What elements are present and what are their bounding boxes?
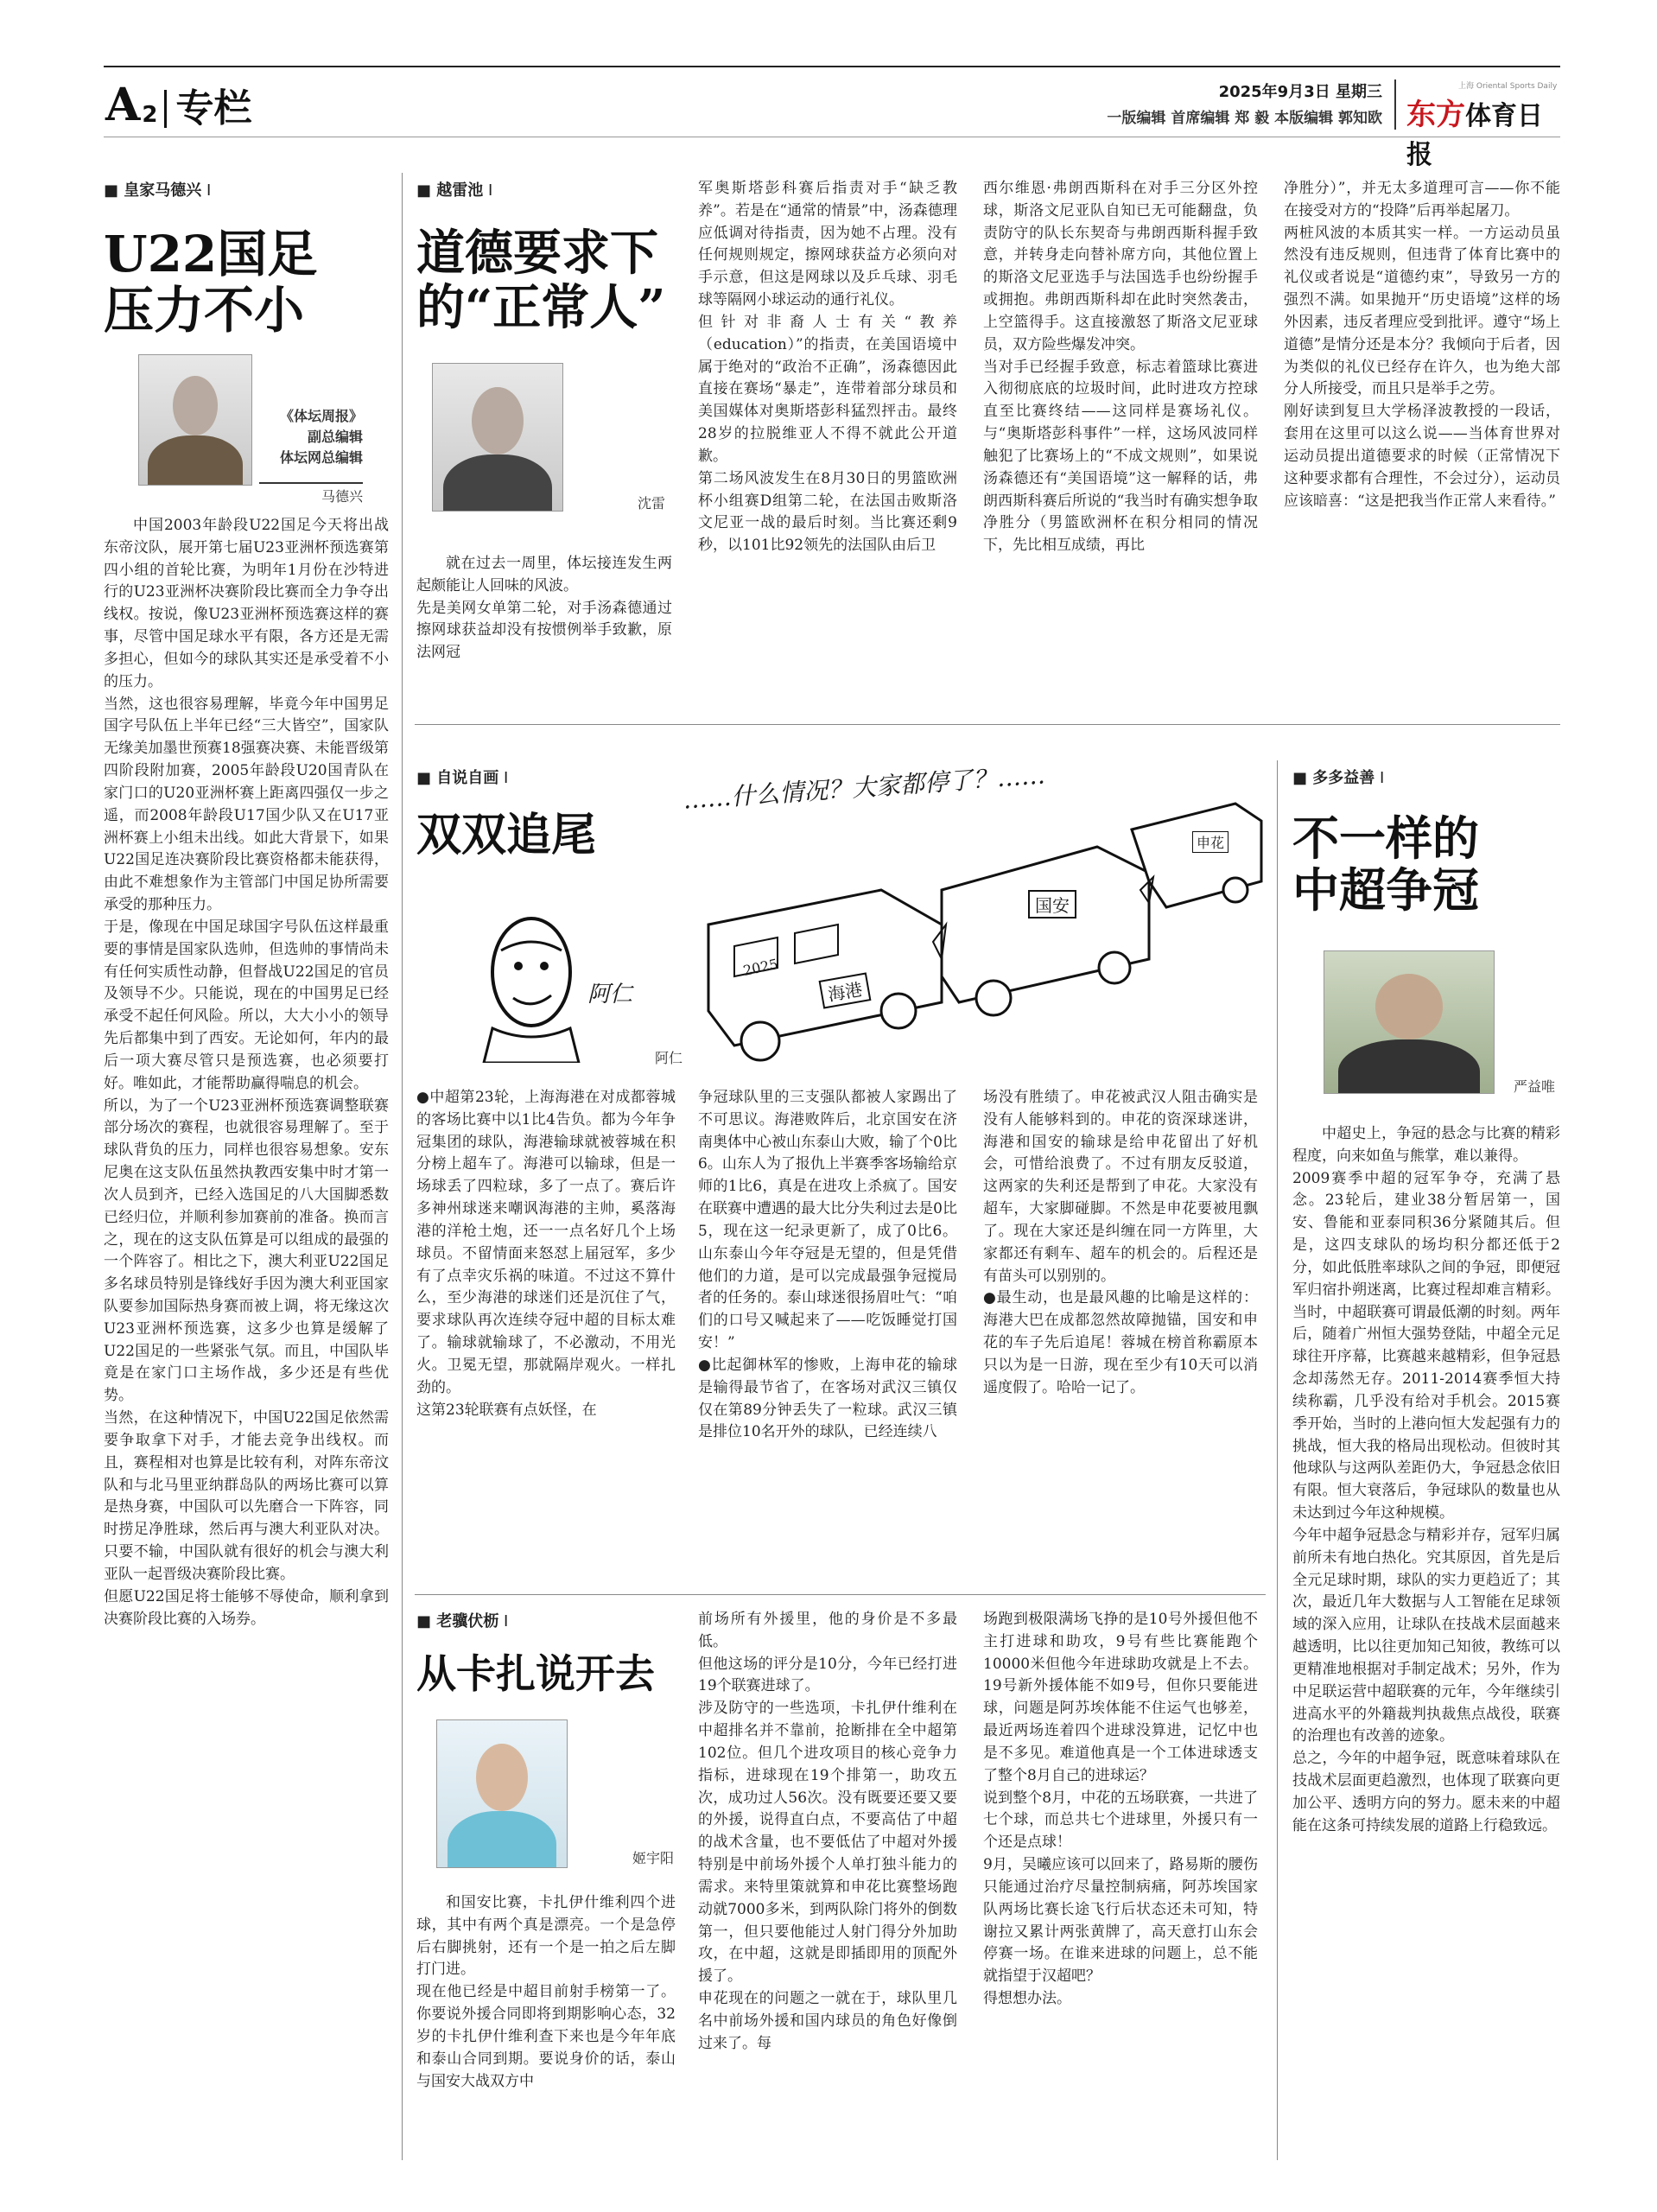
article-body-col2: 争冠球队里的三支强队都被人家踢出了不可思议。海港败阵后，北京国安在济南奥体中心被山东泰山大败，输了个0比6。山东人为了报仇上半赛季客场输给京师的1比6，真是在进攻上杀疯了。国安在联赛中遭遇的最大比分失利过去是0比5，现在这一纪录更新了，成了0比6。山东泰山今年夺冠是无望的，但是凭借他们的力道，是可以完成最强争冠搅局者的任务的。泰山球迷很扬眉吐气：“咱们的口号又喊起来了——吃饭睡觉打国安！” ●比起御林军的惨败，上海申花的输球是输得最节省了，在客场对武汉三镇仅仅在第89分钟丢失了一粒球。武汉三镇是排位10名开外的球队，已经连续八 bbox=[698, 1089, 957, 1441]
author-name: 姬宇阳 bbox=[632, 1850, 674, 1866]
author-photo bbox=[138, 354, 252, 486]
divider bbox=[402, 173, 403, 2160]
article-body-col1: 就在过去一周里，体坛接连发生两起颇能让人回味的风波。 先是美网女单第二轮，对手汤森德通过擦网球获益却没有按惯例举手致歉，原法网冠 bbox=[416, 555, 672, 662]
article-body-col3: 场没有胜绩了。申花被武汉人阻击确实是没有人能够料到的。申花的资深球迷讲，海港和国安的输球是给申花留出了好机会，可惜给浪费了。不过有朋友反驳道，这两家的失利还是帮到了申花。大家没有超车，大家脚碰脚。不然是申花要被甩飘了。现在大家还是纠缠在同一方阵里，大家都还有剩车、超车的机会的。后程还是有苗头可以别别的。 ●最生动，也是最风趣的比喻是这样的：海港大巴在成都忽然故障抛锚，国安和申花的车子先后追尾！蓉城在榜首称霸原本只以为是一日游，现在至少有10天可以消遥度假了。哈哈一记了。 bbox=[983, 1089, 1258, 1396]
author-photo bbox=[1324, 950, 1495, 1094]
divider bbox=[1277, 760, 1278, 2160]
page-letter: A bbox=[105, 79, 141, 131]
cartoon-speech-bubble: ……什么情况？大家都停了？…… bbox=[682, 760, 1046, 815]
page-number-badge bbox=[105, 79, 252, 131]
cartoon-caricature bbox=[458, 899, 657, 1063]
section-tag: ■ 越雷池 I bbox=[416, 178, 492, 200]
bus-label-guoan: 国安 bbox=[1028, 890, 1076, 918]
author-photo bbox=[436, 1719, 568, 1868]
article-body-col2: 前场所有外援里，他的身价是不多最低。 但他这场的评分是10分，今年已经打进19个联赛进球了。 涉及防守的一些选项，卡扎伊什维利在中超排名并不靠前，抢断排在全中超第102位。但几个进攻项目的核心竞争力指标，进球现在19个排第一，助攻五次，成功过人56次。没有既要还要又要的外援，说得直白点，不要高估了中超的战术含量，也不要低估了中超对外援特别是中前场外援个人单打独斗能力的需求。来特里策就算和申花比赛整场跑动就7000多米，到两队除门将外的倒数第一，但只要他能过人射门得分外加助攻，在中超，这就是即插即用的顶配外援了。 申花现在的问题之一就在于，球队里几名中前场外援和国内球员的角色好像倒过来了。每 bbox=[698, 1611, 957, 2052]
bus-label-shenhua: 申花 bbox=[1192, 831, 1228, 853]
section-tag: ■ 自说自画 I bbox=[416, 766, 508, 788]
article-body: 中国2003年龄段U22国足今天将出战东帝汶队，展开第七届U23亚洲杯预选赛第四小组的首轮比赛，为明年1月份在沙特进行的U23亚洲杯决赛阶段比赛而全力争夺出线权。按说，像U23亚洲杯预选赛这样的赛事，尽管中国足球水平有限，各方还是无需多担心，但如今的球队其实还是承受着不小的压力。 当然，这也很容易理解，毕竟今年中国男足国字号队伍上半年已经“三大皆空”，国家队无缘美加墨世预赛18强赛决赛、未能晋级第四阶段附加赛，2005年龄段U20国青队在家门口的U20亚洲杯赛上距离四强仅一步之遥，而2008年龄段U17国少队又在U17亚洲杯赛上小组未出线。如此大背景下，如果U22国足连决赛阶段比赛资格都未能获得，由此不难想象作为主管部门中国足协所需要承受的那种压力。 于是，像现在中国足球国字号队伍这样最重要的事情是国家队选帅，但选帅的事情尚未有任何实质性动静，但督战U22国足的官员及领导不少。只能说，现在的中国男足已经承受不起任何风险。所以，大大小小的领导先后都集中到了西安。无论如何，年内的最后一项大赛尽管只是预选赛，也必须要打好。唯如此，才能帮助赢得喘息的机会。 所以，为了一个U23亚洲杯预选赛调整联赛部分场次的赛程，也就很容易理解了。至于球队背负的压力，同样也很容易想象。安东尼奥在这支队伍虽然执教西安集中时才第一次人员到齐，已经入选国足的八大国脚悉数已经归位，并顺利参加赛前的准备。换而言之，现在的这支队伍算是可以组成的最强的一个阵容了。相比之下，澳大利亚U22国足多名球员特别是锋线好手因为澳大利亚国家队要参加国际热身赛而被上调，将无缘这次U23亚洲杯预选赛，这多少也算是缓解了U22国足的一些紧张气氛。而且，中国队毕竟是在家门口主场作战，多少还是有些优势。 当然，在这种情况下，中国U22国足依然需要争取拿下对手，才能去竞争出线权。而且，赛程相对也算是比较有利，对阵东帝汶队和与北马里亚纳群岛队的两场比赛可以算是热身赛，中国队可以先磨合一下阵容，同时捞足净胜球，然后再与澳大利亚队对决。只要不输，中国队就有很好的机会与澳大利亚队一起晋级决赛阶段比赛。 但愿U22国足将士能够不辱使命，顺利拿到决赛阶段比赛的入场券。 bbox=[104, 517, 389, 1628]
issue-date: 2025年9月3日 星期三 bbox=[1218, 83, 1382, 101]
brand-name-black: 体育日报 bbox=[1406, 101, 1543, 170]
brand-logo bbox=[1394, 79, 1567, 170]
brand-name-red: 东方 bbox=[1406, 98, 1465, 132]
article-title: 道德要求下 的“正常人” bbox=[416, 225, 666, 336]
article-body: 中超史上，争冠的悬念与比赛的精彩程度，向来如鱼与熊掌，难以兼得。 2009赛季中超的冠军争夺，充满了悬念。23轮后，建业38分暂居第一，国安、鲁能和亚泰同积36分紧随其后。但是，这四支球队的场均积分都还低于2分，如此低胜率球队之间的争冠，即便冠军归宿扑朔迷离，比赛过程却难言精彩。当时，中超联赛可谓最低潮的时刻。两年后，随着广州恒大强势登陆，中超全元足球往开序幕，比赛越来越精彩，但争冠悬念却荡然无存。2011-2014赛季恒大持续称霸，几乎没有给对手机会。2015赛季开始，当时的上港向恒大发起强有力的挑战，恒大我的格局出现松动。但彼时其他球队与这两队差距仍大，争冠悬念依旧有限。恒大衰落后，争冠球队的数量也从未达到过今年这种规模。 今年中超争冠悬念与精彩并存，冠军归属前所未有地白热化。究其原因，首先是后全元足球时期，球队的实力更趋近了；其次，最近几年大数据与人工智能在足球领域的深入应用，让球队在技战术层面越来越透明，比以往更加知己知彼，教练可以更精准地根据对手制定战术；另外，作为中足联运营中超联赛的元年，今年继续引进高水平的外籍裁判执裁焦点战役，联赛的治理也有改善的迹象。 总之，今年的中超争冠，既意味着球队在技战术层面更趋激烈，也体现了联赛向更加公平、透明方向的努力。愿未来的中超能在这条可持续发展的道路上行稳致远。 bbox=[1292, 1125, 1560, 1834]
cartoon-signature: 阿仁 bbox=[587, 982, 633, 1007]
author-name: 沈雷 bbox=[637, 495, 665, 512]
page-number: 2 bbox=[142, 102, 158, 128]
author-name: 严益唯 bbox=[1513, 1078, 1555, 1095]
author-photo bbox=[432, 363, 563, 512]
author-name: 马德兴 bbox=[259, 482, 363, 505]
section-tag: ■ 老骥伏枥 I bbox=[416, 1609, 508, 1631]
article-body-col2: 军奥斯塔彭科赛后指责对手“缺乏教养”。若是在“通常的情景”中，汤森德理应低调对待指责，因为她不占理。没有任何规则规定，擦网球获益方必须向对手示意，但这是网球以及乒乓球、羽毛球等隔网小球运动的通行礼仪。 但针对非裔人士有关“教养（education）”的指责，在美国语境中属于绝对的“政治不正确”，汤森德因此直接在赛场“暴走”，连带着部分球员和美国媒体对奥斯塔彭科猛烈抨击。最终28岁的拉脱维亚人不得不就此公开道歉。 第二场风波发生在8月30日的男篮欧洲杯小组赛D组第二轮，在法国击败斯洛文尼亚一战的最后时刻。当比赛还剩9秒，以101比92领先的法国队由后卫 bbox=[698, 180, 957, 555]
article-title: U22国足 压力不小 bbox=[104, 225, 318, 340]
brand-small-text: 上海 Oriental Sports Daily bbox=[1458, 82, 1558, 91]
section-tag: ■ 皇家马德兴 I bbox=[104, 178, 211, 200]
article-body-col3: 场跑到极限满场飞挣的是10号外援但他不主打进球和助攻，9号有些比赛能跑个10000米但他今年进球助攻就是上不去。19号新外援体能不如9号，但你只要能进球，问题是阿苏埃体能不住运气也够差，最近两场连着四个进球没算进，记忆中也是不多见。难道他真是一个工体进球透支了整个8月自己的进球运？ 说到整个8月，中花的五场联赛，一共进了七个球，而总共七个进球里，外援只有一个还是点球！ 9月，吴曦应该可以回来了，路易斯的腰伤只能通过治疗尽量控制病痛，阿苏埃国家队两场比赛长途飞行后状态还未可知，特谢拉又累计两张黄牌了，高天意打山东会停赛一场。在谁来进球的问题上，总不能就指望于汉超吧？ 得想想办法。 bbox=[983, 1611, 1258, 2008]
article-body-col4: 净胜分）”，并无太多道理可言——你不能在接受对方的“投降”后再举起屠刀。 两桩风波的本质其实一样。一方运动员虽然没有违反规则，但违背了体育比赛中的礼仪或者说是“道德约束”，导致另一方的强烈不满。如果抛开“历史语境”这样的场外因素，违反者理应受到批评。遵守“场上道德”是情分还是本分？我倾向于后者，因为类似的礼仪已经存在许久，也为绝大部分人所接受，而且只是举手之劳。 刚好读到复旦大学杨泽波教授的一段话，套用在这里可以这么说——当体育世界对运动员提出道德要求的时候（正常情况下这种要求都有合理性，不会过分），运动员应该暗喜：“这是把我当作正常人来看待。” bbox=[1284, 180, 1560, 510]
editors-line: 一版编辑 首席编辑 郑 毅 本版编辑 郭知欧 bbox=[1107, 110, 1382, 127]
bus-label-haigang: 海港 bbox=[819, 972, 872, 1008]
section-tag: ■ 多多益善 I bbox=[1292, 766, 1384, 788]
divider bbox=[415, 1594, 1266, 1595]
bus-crash-cartoon bbox=[682, 760, 1270, 1071]
article-title: 从卡扎说开去 bbox=[416, 1650, 655, 1697]
article-body-col1: ●中超第23轮，上海海港在对成都蓉城的客场比赛中以1比4告负。都为今年争冠集团的球队，海港输球就被蓉城在积分榜上超车了。海港可以输球，但是一场球丢了四粒球，多了一点了。赛后许多神州球迷来嘲讽海港的主帅，奚落海港的洋枪土炮，还一一点名好几个上场球员。不留情面来怒怼上届冠军，多少有了点幸灾乐祸的味道。不过这不算什么，至少海港的球迷们还是沉住了气，要求球队再次连续夺冠中超的目标太难了。输球就输球了，不必激动，不用光火。卫冕无望，那就隔岸观火。一样扎劲的。 这第23轮联赛有点妖怪，在 bbox=[416, 1089, 676, 1419]
article-title: 双双追尾 bbox=[416, 809, 597, 861]
bus-label-year: 2025 bbox=[741, 955, 780, 980]
article-body-col1: 和国安比赛，卡扎伊什维利四个进球，其中有两个真是漂亮。一个是急停后右脚挑射，还有一个是一拍之后左脚打门进。 现在他已经是中超目前射手榜第一了。你要说外援合同即将到期影响心态，32岁的卡扎伊什维利查下来也是今年年底和泰山合同到期。要说身价的话，泰山与国安大战双方中 bbox=[416, 1894, 676, 2090]
author-name: 阿仁 bbox=[654, 1050, 682, 1066]
article-body-col3: 西尔维恩·弗朗西斯科在对手三分区外控球，斯洛文尼亚队自知已无可能翻盘，负责防守的队长东契奇与弗朗西斯科握手致意，并转身走向替补席方向，其他位置上的斯洛文尼亚选手与法国选手也纷纷握手或拥抱。弗朗西斯科却在此时突然袭击，上空篮得手。这直接激怒了斯洛文尼亚球员，双方险些爆发冲突。 当对手已经握手致意，标志着篮球比赛进入彻彻底底的垃圾时间，此时进攻方控球直至比赛终结——这同样是赛场礼仪。与“奥斯塔彭科事件”一样，这场风波同样触犯了比赛场上的“不成文规则”，如果说汤森德还有“美国语境”这一解释的话，弗朗西斯科赛后所说的“我当时有确实想争取净胜分（男篮欧洲杯在积分相同的情况下，先比相互成绩，再比 bbox=[983, 180, 1258, 555]
divider bbox=[415, 724, 1560, 725]
author-title: 《体坛周报》 副总编辑 体坛网总编辑 bbox=[279, 408, 363, 466]
article-title: 不一样的 中超争冠 bbox=[1292, 810, 1479, 918]
section-name: 专栏 bbox=[175, 86, 252, 130]
top-rule bbox=[104, 66, 1560, 67]
